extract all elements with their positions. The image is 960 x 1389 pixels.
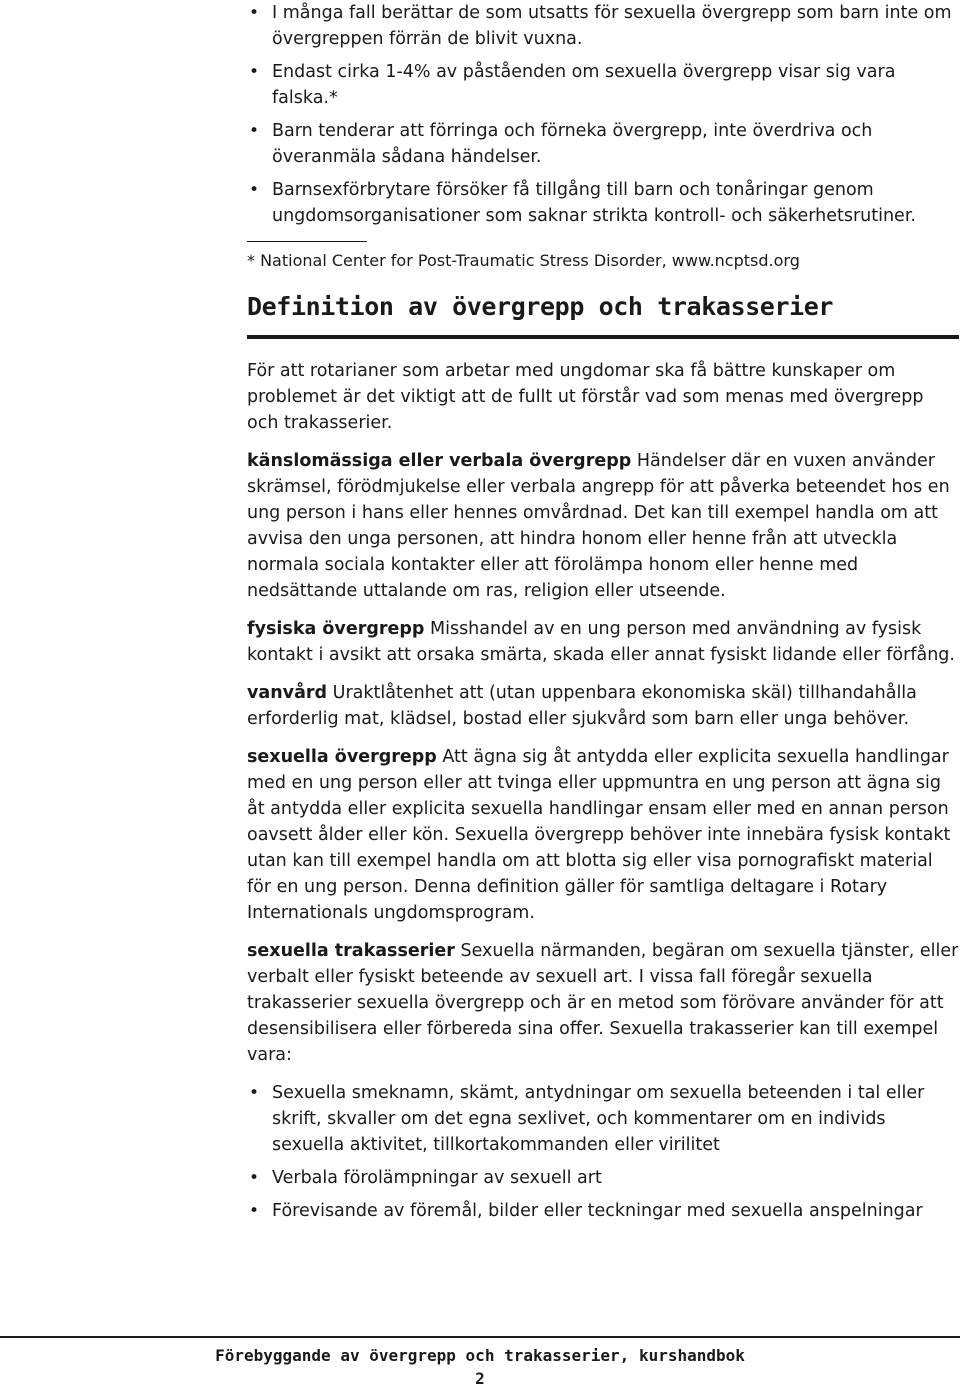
definition-term: sexuella övergrepp bbox=[247, 747, 437, 767]
list-item bbox=[247, 0, 959, 52]
list-item bbox=[247, 177, 959, 229]
list-item bbox=[247, 59, 959, 111]
list-item bbox=[247, 1080, 959, 1158]
section-divider bbox=[247, 335, 959, 339]
bullet-text: Barn tenderar att förringa och förneka övergrepp, inte överdriva och överanmäla sådana händelser. bbox=[272, 121, 873, 167]
top-bullet-list bbox=[247, 0, 959, 229]
definition-neglect bbox=[247, 680, 959, 732]
bullet-icon: • bbox=[249, 1168, 260, 1188]
definition-term: känslomässiga eller verbala övergrepp bbox=[247, 451, 632, 471]
definition-text: Misshandel av en ung person med användning av fysisk kontakt i avsikt att orsaka smärta, skada eller annat fysiskt lidande eller förfång. bbox=[247, 619, 955, 665]
bullet-text: I många fall berättar de som utsatts för sexuella övergrepp som barn inte om övergreppen förrän de blivit vuxna. bbox=[272, 3, 952, 49]
bullet-text: Förevisande av föremål, bilder eller teckningar med sexuella anspelningar bbox=[272, 1201, 923, 1221]
intro-paragraph: För att rotarianer som arbetar med ungdomar ska få bättre kunskaper om problemet är det viktigt att de fullt ut förstår vad som menas med övergrepp och trakasserier. bbox=[247, 361, 924, 433]
definition-text: Sexuella närmanden, begäran om sexuella tjänster, eller verbalt eller fysiskt beteende av sexuell art. I vissa fall föregår sexuella trakasserier sexuella övergrepp och är en metod som förövare använder för att desensibilisera eller förbereda sina offer. Sexuella trakasserier kan till exempel vara: bbox=[247, 941, 959, 1065]
definition-physical bbox=[247, 616, 959, 668]
definition-sexual-abuse bbox=[247, 744, 959, 926]
definition-term: vanvård bbox=[247, 683, 328, 703]
footnote: * National Center for Post-Traumatic Stress Disorder, www.ncptsd.org bbox=[247, 251, 800, 270]
bullet-text: Sexuella smeknamn, skämt, antydningar om sexuella beteenden i tal eller skrift, skvaller om det egna sexlivet, och kommentarer om en individs sexuella aktivitet, tillkortakommanden eller virilitet bbox=[272, 1083, 925, 1155]
list-item bbox=[247, 1198, 959, 1224]
definition-sexual-harassment bbox=[247, 938, 959, 1068]
definition-text: Uraktlåtenhet att (utan uppenbara ekonomiska skäl) tillhandahålla erforderlig mat, klädsel, bostad eller sjukvård som barn eller unga behöver. bbox=[247, 683, 917, 729]
definition-emotional bbox=[247, 448, 959, 604]
list-item bbox=[247, 118, 959, 170]
definition-term: fysiska övergrepp bbox=[247, 619, 425, 639]
bullet-icon: • bbox=[249, 180, 260, 200]
page-number: 2 bbox=[475, 1369, 485, 1388]
bullet-text: Verbala förolämpningar av sexuell art bbox=[272, 1168, 602, 1188]
definition-text: Att ägna sig åt antydda eller explicita sexuella handlingar med en ung person eller att tvinga eller uppmuntra en ung person att ägna sig åt antydda eller explicita sexuella handlingar ensam eller med en annan person oavsett ålder eller kön. Sexuella övergrepp behöver inte innebära fysisk kontakt utan kan till exempel handla om att blotta sig eller visa pornografiskt material för en ung person. Denna definition gäller för samtliga deltagare i Rotary Internationals ungdomsprogram. bbox=[247, 747, 951, 923]
bullet-text: Endast cirka 1-4% av påståenden om sexuella övergrepp visar sig vara falska.* bbox=[272, 62, 896, 108]
footnote-divider bbox=[247, 241, 367, 242]
bullet-text: Barnsexförbrytare försöker få tillgång till barn och tonåringar genom ungdomsorganisationer som saknar strikta kontroll- och säkerhetsrutiner. bbox=[272, 180, 916, 226]
bullet-icon: • bbox=[249, 121, 260, 141]
bullet-icon: • bbox=[249, 62, 260, 82]
section-title: Definition av övergrepp och trakasserier bbox=[247, 292, 834, 321]
bullet-icon: • bbox=[249, 1201, 260, 1221]
definition-text: Händelser där en vuxen använder skrämsel, förödmjukelse eller verbala angrepp för att påverka beteendet hos en ung person i hans eller hennes omvårdnad. Det kan till exempel handla om att avvisa den unga personen, att hindra honom eller henne från att utveckla normala sociala kontakter eller att förolämpa honom eller henne med nedsättande uttalande om ras, religion eller utseende. bbox=[247, 451, 950, 601]
definition-term: sexuella trakasserier bbox=[247, 941, 455, 961]
bullet-icon: • bbox=[249, 1083, 260, 1103]
footer-divider bbox=[0, 1336, 960, 1338]
footer-title: Förebyggande av övergrepp och trakasserier, kurshandbok bbox=[215, 1346, 745, 1365]
bullet-icon: • bbox=[249, 3, 260, 23]
harassment-example-list bbox=[247, 1080, 959, 1224]
list-item bbox=[247, 1165, 959, 1191]
page-content bbox=[247, 0, 959, 1231]
